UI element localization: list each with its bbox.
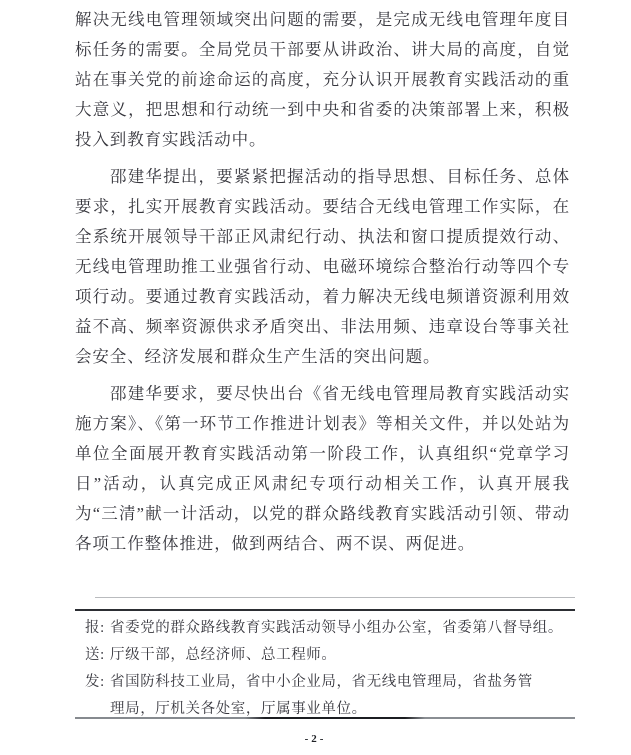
distribution-row-song bbox=[75, 642, 575, 669]
separator-line-bottom bbox=[75, 717, 575, 719]
separator-ghost-line-top bbox=[95, 597, 575, 598]
document-body bbox=[75, 5, 570, 566]
distribution-block bbox=[75, 611, 575, 723]
paragraph-1: 解决无线电管理领域突出问题的需要，是完成无线电管理年度目标任务的需要。全局党员干部要从讲政治、讲大局的高度，自觉站在事关党的前途命运的高度，充分认识开展教育实践活动的重大意义，把思想和行动统一到中央和省委的决策部署上来，积极投入到教育实践活动中。 bbox=[75, 10, 570, 149]
distribution-label-song: 送: bbox=[85, 647, 105, 663]
distribution-label-bao: 报: bbox=[85, 620, 105, 636]
distribution-text-bao: 省委党的群众路线教育实践活动领导小组办公室，省委第八督导组。 bbox=[110, 620, 563, 636]
distribution-row-bao bbox=[75, 615, 575, 642]
paragraph-3: 邵建华要求，要尽快出台《省无线电管理局教育实践活动实施方案》、《第一环节工作推进计划表》等相关文件，并以处站为单位全面展开教育实践活动第一阶段工作，认真组织“党章学习日”活动，认真完成正风肃纪专项行动相关工作，认真开展我为“三清”献一计活动，以党的群众路线教育实践活动引领、带动各项工作整体推进，做到两结合、两不误、两促进。 bbox=[75, 384, 570, 553]
distribution-label-fa: 发: bbox=[85, 674, 105, 690]
page-number: -2- bbox=[304, 733, 327, 745]
distribution-text-song: 厅级干部，总经济师、总工程师。 bbox=[110, 647, 337, 663]
distribution-row-fa bbox=[75, 669, 575, 723]
paragraph-2: 邵建华提出，要紧紧把握活动的指导思想、目标任务、总体要求，扎实开展教育实践活动。要结合无线电管理工作实际，在全系统开展领导干部正风肃纪行动、执法和窗口提质提效行动、无线电管理助推工业强省行动、电磁环境综合整治行动等四个专项行动。要通过教育实践活动，着力解决无线电频谱资源利用效益不高、频率资源供求矛盾突出、非法用频、违章设台等事关社会安全、经济发展和群众生产生活的突出问题。 bbox=[75, 167, 570, 366]
distribution-text-fa: 省国防科技工业局，省中小企业局，省无线电管理局，省盐务管理局，厅机关各处室，厅属事业单位。 bbox=[110, 674, 533, 717]
